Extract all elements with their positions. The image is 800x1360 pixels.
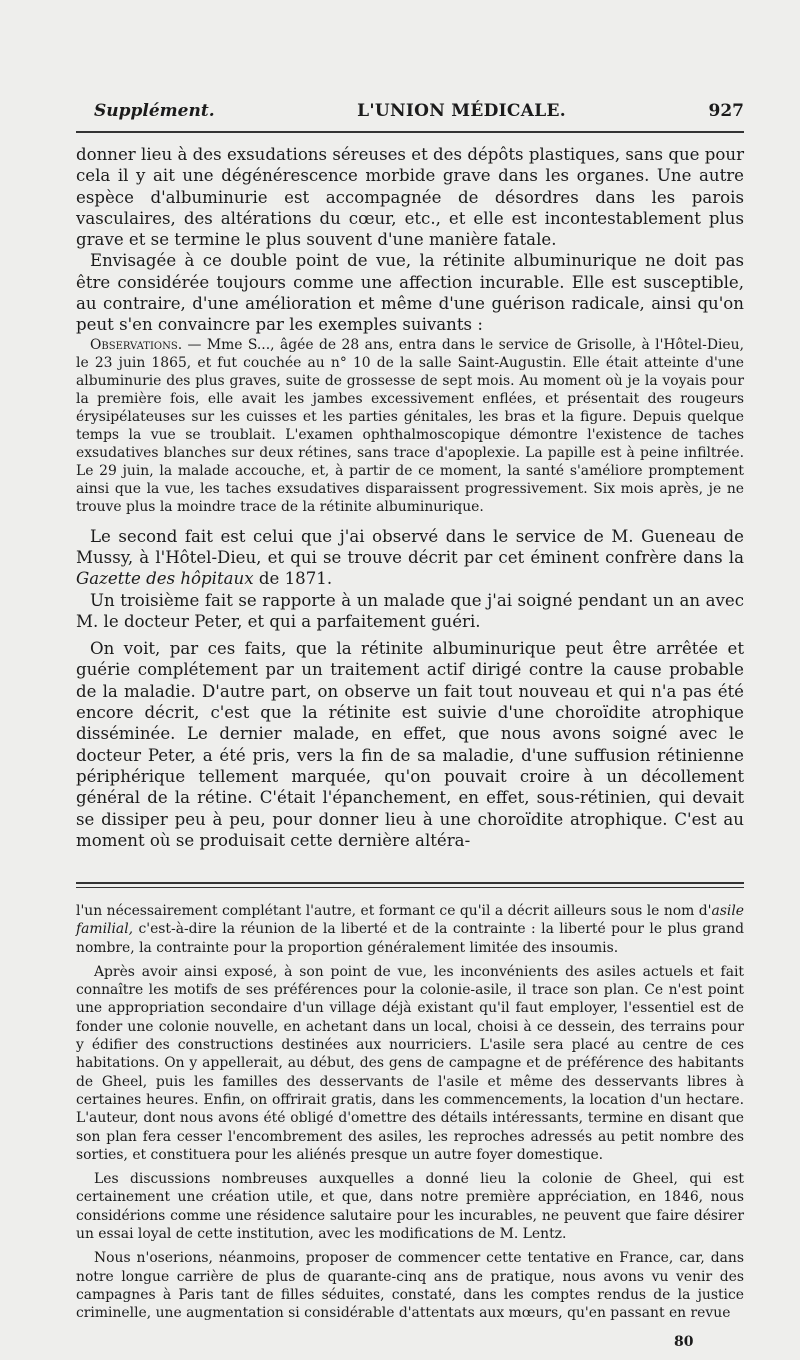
paragraph-5: On voit, par ces faits, que la rétinite albuminurique peut être arrêtée et guérie complétement par un traitement actif dirigé contre la cause probable de la maladie. D'autre part, on observe un fait tout nouveau et qui n'a pas été encore décrit, c'est que la rétinite est suivie d'une choroïdite atrophique disséminée. Le dernier malade, en effet, que nous avons soigné avec le docteur Peter, a été pris, vers la fin de sa maladie, d'une suffusion rétinienne périphérique tellement marquée, qu'on pouvait croire à un décollement général de la rétine. C'était l'épanchement, en effet, sous-rétinien, qui devait se dissiper peu à peu, pour donner lieu à une choroïdite atrophique. C'est au moment où se produisait cette dernière altéra-	[76, 639, 744, 850]
feuilleton-rule	[76, 882, 744, 888]
feuilleton-paragraph-4: Nous n'oserions, néanmoins, proposer de commencer cette tentative en France, car, dans notre longue carrière de plus de quarante-cinq ans de pratique, nous avons vu venir des campagnes à Paris tant de filles séduites, constaté, dans les comptes rendus de la justice criminelle, une augmentation si considérable d'attentats aux mœurs, qu'en passant en revue	[76, 1250, 744, 1322]
feuilleton-paragraph-1-end: c'est-à-dire la réunion de la liberté et de la contrainte : la liberté pour le plus grand nombre, la contrainte pour la proportion généralement limitée des insoumis.	[76, 921, 744, 956]
paragraph-1: donner lieu à des exsudations séreuses et des dépôts plastiques, sans que pour cela il y ait une dégénérescence morbide grave dans les organes. Une autre espèce d'albuminurie est accompagnée de désordres dans les parois vasculaires, des altérations du cœur, etc., et elle est incontestablement plus grave et se termine le plus souvent d'une manière fatale.	[76, 145, 744, 250]
paragraph-3-text: Le second fait est celui que j'ai observé dans le service de M. Gueneau de Mussy, à l'Hôtel-Dieu, et qui se trouve décrit par cet éminent confrère dans la	[76, 526, 744, 567]
observation-patient: Mme S...,	[206, 336, 275, 353]
observation-dash: —	[182, 336, 207, 353]
section-label: Supplément.	[94, 101, 215, 121]
observation-paragraph	[76, 336, 744, 516]
paragraph-4: Un troisième fait se rapporte à un malade que j'ai soigné pendant un an avec M. le docteur Peter, et qui a parfaitement guéri.	[76, 590, 744, 631]
journal-title: L'UNION MÉDICALE.	[357, 101, 566, 121]
running-header	[94, 101, 744, 121]
document-page	[76, 0, 744, 1360]
observation-heading: Observations.	[90, 336, 183, 353]
feuilleton-paragraph-1	[76, 902, 744, 957]
header-rule	[76, 131, 744, 133]
folio-number: 80	[674, 1334, 694, 1350]
observation-text: âgée de 28 ans, entra dans le service de Grisolle, à l'Hôtel-Dieu, le 23 juin 1865, et fut couchée au n° 10 de la salle Saint-Augustin. Elle était atteinte d'une albuminurie des plus graves, suite de grossesse de sept mois. Au moment où je la voyais pour la première fois, elle avait les jambes excessivement enflées, et présentait des rougeurs érysipélateuses sur les cuisses et les parties génitales, les bras et la figure. Depuis quelque temps la vue se troublait. L'examen ophthalmoscopique démontre l'existence de taches exsudatives blanches sur deux rétines, sans trace d'apoplexie. La papille est à peine infiltrée. Le 29 juin, la malade accouche, et, à partir de ce moment, la santé s'améliore promptement ainsi que la vue, les taches exsudatives disparaissent progressivement. Six mois après, je ne trouve plus la moindre trace de la rétinite albuminurique.	[76, 336, 744, 515]
feuilleton-paragraph-3: Les discussions nombreuses auxquelles a donné lieu la colonie de Gheel, qui est certainement une création utile, et que, dans notre première appréciation, en 1846, nous considérions comme une résidence salutaire pour les incurables, ne peuvent que faire désirer un essai loyal de cette institution, avec les modifications de M. Lentz.	[76, 1171, 744, 1243]
feuilleton-text	[76, 902, 744, 1323]
paragraph-3-end: de 1871.	[253, 569, 333, 589]
main-text	[76, 144, 744, 851]
feuilleton-paragraph-2: Après avoir ainsi exposé, à son point de vue, les inconvénients des asiles actuels et fait connaître les motifs de ses préférences pour la colonie-asile, il trace son plan. Ce n'est point une appropriation secondaire d'un village déjà existant qu'il faut employer, l'essentiel est de fonder une colonie nouvelle, en achetant dans un local, choisi à ce dessein, des terrains pour y édifier des constructions destinées aux nourriciers. L'asile sera placé au centre de ces habitations. On y appellerait, au début, des gens de campagne et de préférence des habitants de Gheel, puis les familles des desservants de l'asile et même des desservants libres à certaines heures. Enfin, on offrirait gratis, dans les commencements, la location d'un hectare. L'auteur, dont nous avons été obligé d'omettre des détails intéressants, termine en disant que son plan fera cesser l'encombrement des asiles, les reproches adressés au petit nombre des sorties, et constituera pour les aliénés presque un autre foyer domestique.	[76, 963, 744, 1163]
feuilleton-paragraph-1-italic: asile familial,	[76, 903, 744, 938]
feuilleton-paragraph-1-text: l'un nécessairement complétant l'autre, et formant ce qu'il a décrit ailleurs sous le nom d'	[76, 903, 712, 919]
page-number: 927	[708, 101, 744, 121]
paragraph-3-italic: Gazette des hôpitaux	[76, 569, 254, 589]
paragraph-3	[76, 526, 744, 590]
paragraph-2: Envisagée à ce double point de vue, la rétinite albuminurique ne doit pas être considérée toujours comme une affection incurable. Elle est susceptible, au contraire, d'une amélioration et même d'une guérison radicale, ainsi qu'on peut s'en convaincre par les exemples suivants :	[76, 251, 744, 335]
